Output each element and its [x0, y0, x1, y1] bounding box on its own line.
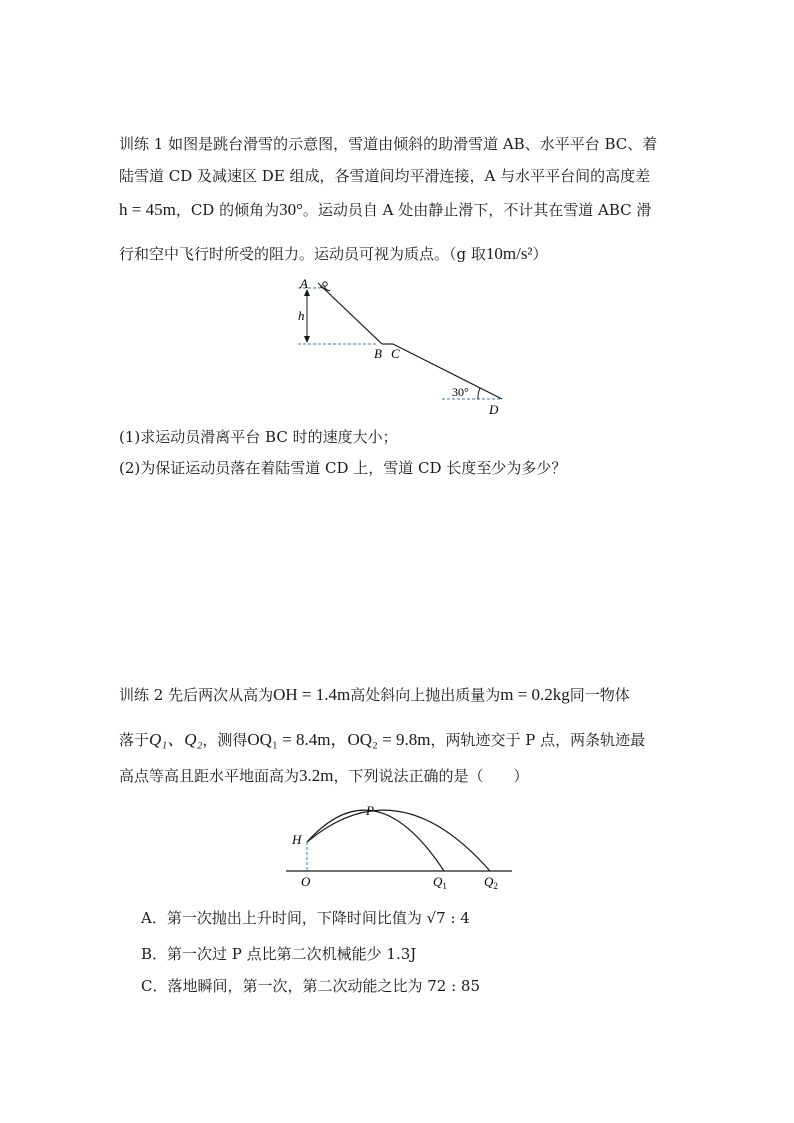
option-a: A．第一次抛出上升时间，下降时间比值为 √7 : 4: [141, 909, 470, 927]
problem2-line1-e: 同一物体: [569, 686, 630, 704]
oh-expression: OH = 1.4m: [273, 685, 351, 704]
problem1-line4-end: ）: [532, 245, 548, 263]
max-height-expression: 3.2m: [299, 766, 334, 785]
problem2-line3-a: 高点等高且距水平地面高为: [119, 767, 300, 785]
label-a: A: [300, 276, 308, 291]
q-points: Q₁、Q₂: [149, 730, 203, 749]
problem1-line4-text: 行和空中飞行时所受的阻力。运动员可视为质点。（g 取: [119, 245, 486, 263]
label-q2: [484, 874, 498, 891]
mass-expression: m = 0.2kg: [500, 685, 570, 704]
problem2-line3: [119, 765, 529, 786]
option-b: B．第一次过 P 点比第二次机械能少 1.3J: [141, 945, 417, 963]
label-b: B: [374, 346, 382, 361]
problem2-line2-a: 落于: [119, 731, 150, 749]
label-h-point: H: [292, 832, 302, 847]
problem1-line3-rest: 。运动员自 A 处由静止滑下，不计其在雪道 ABC 滑: [302, 201, 652, 219]
arrow-head-down: [304, 336, 310, 343]
angle-expression: 30°: [279, 200, 303, 219]
label-o: O: [301, 874, 311, 889]
problem2-line2-e: ，两轨迹交于 P 点，两条轨迹最: [430, 731, 646, 749]
problem1-line4: [119, 243, 548, 264]
angle-arc: [478, 388, 480, 399]
problem1-line1: 训练 1 如图是跳台滑雪的示意图，雪道由倾斜的助滑雪道 AB、水平平台 BC、着: [119, 135, 658, 153]
slope-cd: [393, 344, 502, 399]
problem1-line2: 陆雪道 CD 及减速区 DE 组成，各雪道间均平滑连接，A 与水平平台间的高度差: [119, 167, 651, 185]
option-c: C．落地瞬间，第一次，第二次动能之比为 72 : 85: [141, 977, 481, 995]
problem2-line2: [119, 725, 645, 750]
label-q1-letter: Q: [433, 874, 443, 889]
ski-jump-figure: [290, 272, 520, 417]
slope-ab: [318, 283, 382, 344]
problem2-line1-c: 高处斜向上抛出质量为: [350, 686, 501, 704]
gravity-expression: 10m/s²: [485, 244, 533, 263]
problem1-line3-text: ，CD 的倾角为: [175, 201, 280, 219]
label-q1-subscript: 1: [442, 881, 447, 891]
problem1-line3: [119, 199, 651, 220]
label-c: C: [391, 346, 400, 361]
problem2-line1-a: 训练 2 先后两次从高为: [119, 686, 274, 704]
label-q1: [433, 874, 447, 891]
problem2-line1: [119, 684, 630, 705]
height-expression: h = 45m: [119, 200, 176, 219]
label-q2-subscript: 2: [493, 881, 498, 891]
label-q2-letter: Q: [484, 874, 494, 889]
label-h: h: [298, 308, 305, 323]
problem2-line2-c: ，测得: [202, 731, 248, 749]
question-1: (1)求运动员滑离平台 BC 时的速度大小；: [119, 428, 398, 446]
label-d: D: [489, 402, 499, 417]
label-p: P: [366, 803, 374, 818]
problem2-line3-c: ，下列说法正确的是（ ）: [333, 767, 529, 785]
question-2: (2)为保证运动员落在着陆雪道 CD 上，雪道 CD 长度至少为多少？: [119, 459, 567, 477]
projectile-figure: [284, 788, 524, 896]
label-angle: 30°: [452, 385, 469, 399]
distance-expression: OQ₁ = 8.4m，OQ₂ = 9.8m: [247, 730, 431, 749]
